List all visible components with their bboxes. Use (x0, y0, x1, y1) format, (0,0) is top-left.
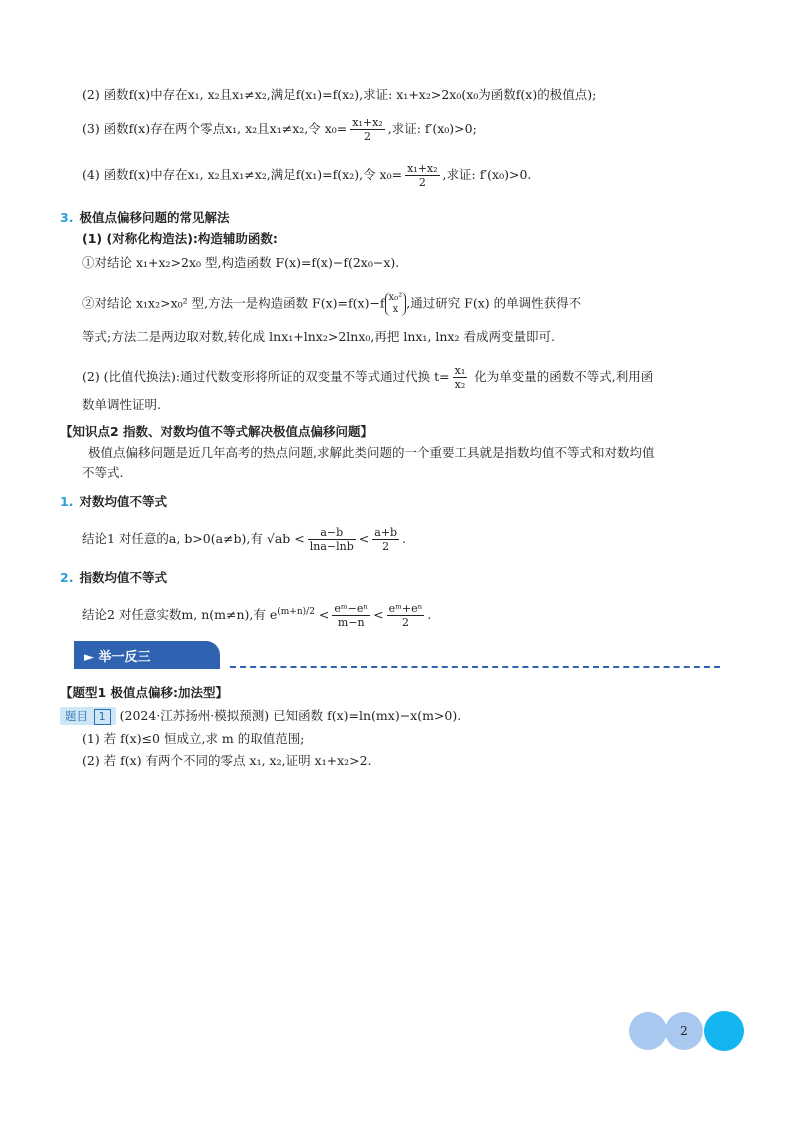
item-3 (82, 116, 477, 143)
sub2-text: (2) (比值代换法):通过代数变形将所证的双变量不等式通过代换 t= (82, 369, 450, 384)
knowledge-2-para-1: 极值点偏移问题是近几年高考的热点问题,求解此类问题的一个重要工具就是指数均值不等式和对数均值 (88, 445, 655, 460)
case-2-paren-expression (385, 292, 407, 316)
fraction-numerator: eᵐ+eⁿ (388, 602, 423, 615)
section-number: 3. (60, 210, 74, 225)
fraction-denominator: 2 (402, 616, 409, 629)
page-number: 2 (680, 1024, 688, 1038)
fraction-denominator: 2 (363, 130, 371, 143)
case-2-text: ②对结论 x₁x₂>x₀² 型,方法一是构造函数 F(x)=f(x)−f (82, 295, 385, 311)
knowledge-2-heading: 【知识点2 指数、对数均值不等式解决极值点偏移问题】 (60, 424, 374, 439)
paren-bottom: x (392, 304, 399, 315)
less-than: < (373, 607, 384, 622)
section-3-case-1: ①对结论 x₁+x₂>2x₀ 型,构造函数 F(x)=f(x)−f(2x₀−x). (82, 255, 400, 270)
fraction-numerator: x₁+x₂ (352, 116, 383, 129)
exp-mean-statement (82, 602, 431, 629)
exp-mean-text: 结论2 对任意实数m, n(m≠n),有 e (82, 607, 278, 622)
log-mean-fraction-2 (372, 526, 399, 553)
item-4 (82, 162, 531, 189)
period: . (427, 607, 432, 622)
paren-top: x₀² (388, 292, 403, 303)
problem-1-question-2: (2) 若 f(x) 有两个不同的零点 x₁, x₂,证明 x₁+x₂>2. (82, 753, 372, 768)
section-title: 指数均值不等式 (79, 570, 167, 585)
item-3-text: (3) 函数f(x)存在两个零点x₁, x₂且x₁≠x₂,令 x₀= (82, 121, 348, 136)
banner-dashed-line (230, 666, 720, 668)
fraction-numerator: eᵐ−eⁿ (334, 602, 369, 615)
page-circle-left (629, 1012, 667, 1050)
fraction-numerator: x₁+x₂ (407, 162, 438, 175)
problem-tag-label: 题目 (65, 709, 88, 723)
problem-tag (60, 707, 116, 725)
item-2: (2) 函数f(x)中存在x₁, x₂且x₁≠x₂,满足f(x₁)=f(x₂),求证: x₁+x₂>2x₀(x₀为函数f(x)的极值点); (82, 87, 597, 102)
section-3-case-2-cont: 等式;方法二是两边取对数,转化成 lnx₁+lnx₂>2lnx₀,再把 lnx₁, lnx₂ 看成两变量即可. (82, 329, 555, 344)
less-than: < (358, 531, 370, 546)
exp-mean-fraction-1 (332, 602, 370, 629)
log-mean-fraction-1 (308, 526, 356, 553)
section-number: 2. (60, 570, 74, 585)
section-number: 1. (60, 494, 74, 509)
case-2-tail: ,通过研究 F(x) 的单调性获得不 (406, 295, 582, 311)
fraction-numerator: a−b (308, 526, 356, 540)
section-3-sub2 (82, 364, 653, 391)
sub2-fraction (453, 364, 468, 391)
section-3-sub1: (1) (对称化构造法):构造辅助函数: (82, 231, 278, 246)
problem-1-question-1: (1) 若 f(x)≤0 恒成立,求 m 的取值范围; (82, 731, 305, 746)
page-circle-right (704, 1011, 744, 1051)
item-4-tail: ,求证: f′(x₀)>0. (442, 167, 532, 182)
log-mean-statement (82, 526, 406, 553)
fraction-numerator: a+b (374, 526, 398, 539)
period: . (402, 531, 407, 546)
sub2-tail: 化为单变量的函数不等式,利用函 (470, 369, 654, 384)
exp-mean-fraction-2 (387, 602, 425, 629)
page-number-circle (665, 1012, 703, 1050)
item-3-tail: ,求证: f′(x₀)>0; (387, 121, 477, 136)
fraction-denominator: 2 (418, 176, 426, 189)
section-3-sub2-cont: 数单调性证明. (82, 397, 161, 412)
fraction-denominator: 2 (382, 540, 390, 553)
section-title: 对数均值不等式 (79, 494, 167, 509)
fraction-denominator: m−n (337, 616, 365, 629)
log-mean-text: 结论1 对任意的a, b>0(a≠b),有 √ab < (82, 531, 305, 546)
item-3-fraction (350, 116, 384, 143)
exp-mean-heading (60, 568, 167, 586)
fraction-numerator: x₁ (454, 364, 466, 377)
fraction-denominator: x₂ (454, 378, 466, 391)
type-1-heading: 【题型1 极值点偏移:加法型】 (60, 685, 229, 700)
problem-number: 1 (94, 709, 111, 725)
less-than: < (318, 607, 330, 622)
log-mean-heading (60, 492, 167, 510)
fraction-denominator: lna−lnb (309, 540, 354, 553)
problem-stem-text: (2024·江苏扬州·模拟预测) 已知函数 f(x)=ln(mx)−x(m>0). (119, 708, 462, 723)
section-3-case-2 (82, 292, 581, 316)
banner-label: ► 举一反三 (84, 650, 151, 665)
section-3-heading (60, 208, 229, 226)
knowledge-2-para-2: 不等式. (82, 465, 124, 480)
section-title: 极值点偏移问题的常见解法 (79, 210, 230, 225)
item-4-fraction (405, 162, 439, 189)
exponent: (m+n)/2 (277, 607, 315, 617)
item-4-text: (4) 函数f(x)中存在x₁, x₂且x₁≠x₂,满足f(x₁)=f(x₂),令 x₀= (82, 167, 403, 182)
problem-1-stem (60, 707, 461, 725)
